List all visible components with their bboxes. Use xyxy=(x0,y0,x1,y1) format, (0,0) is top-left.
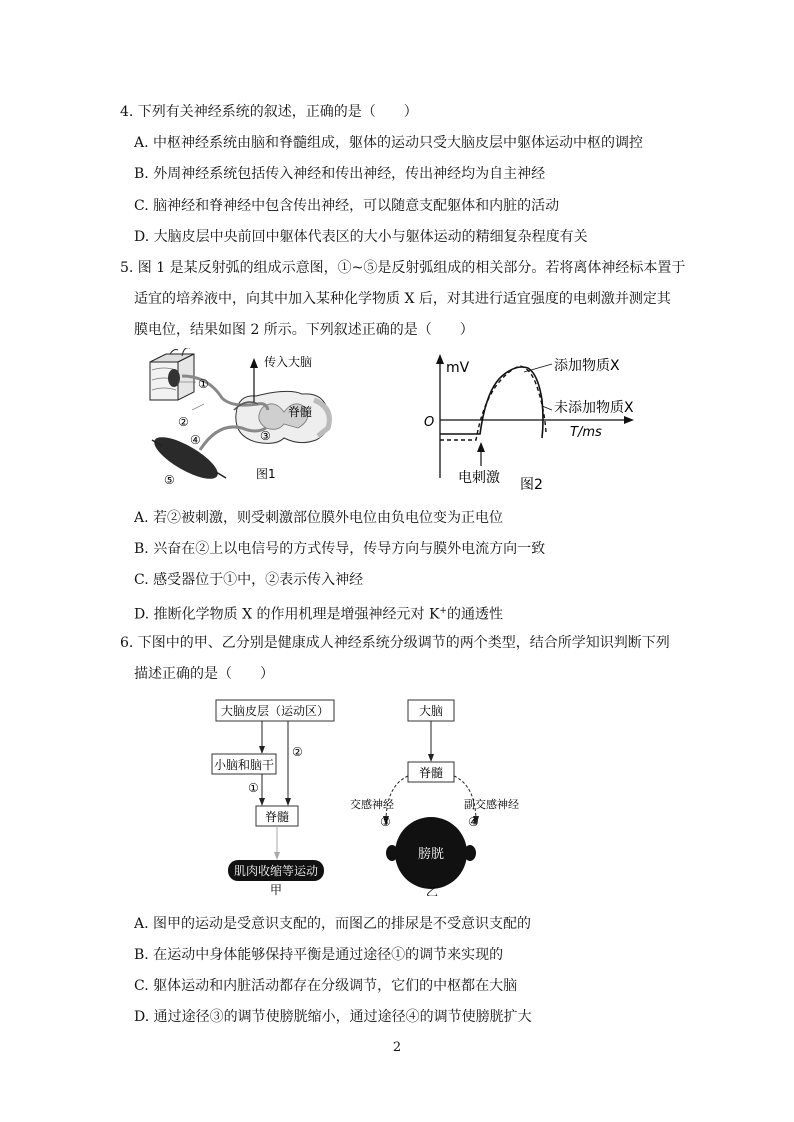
jia-path-2: ② xyxy=(292,745,303,759)
q6-option-c: C. 躯体运动和内脏活动都存在分级调节，它们的中枢都在大脑 xyxy=(134,978,518,994)
spinal-cord-icon xyxy=(236,391,330,443)
jia-box-mid: 小脑和脑干 xyxy=(213,758,275,772)
curve-without-x xyxy=(440,367,543,438)
fig1-marker-2: ② xyxy=(178,415,189,429)
fig1-marker-3: ③ xyxy=(260,429,271,443)
jia-box-low: 脊髓 xyxy=(264,810,290,824)
fig-yi-visceral-control xyxy=(346,696,536,896)
q6-stem-line1: 6. 下图中的甲、乙分别是健康成人神经系统分级调节的两个类型，结合所学知识判断下列 xyxy=(120,635,670,651)
q5-option-c: C. 感受器位于①中，②表示传入神经 xyxy=(134,572,364,588)
q6-option-b: B. 在运动中身体能够保持平衡是通过途径①的调节来实现的 xyxy=(134,947,504,963)
q5-stem-line3: 膜电位，结果如图 2 所示。下列叙述正确的是（ ） xyxy=(134,322,474,338)
fig2-legend-solid: 未添加物质X xyxy=(554,400,634,416)
q5-option-a: A. 若②被刺激，则受刺激部位膜外电位由负电位变为正电位 xyxy=(134,510,504,526)
yi-path-3: ③ xyxy=(380,815,391,829)
fig2-membrane-potential xyxy=(418,350,668,495)
yi-left-nerve: 交感神经 xyxy=(350,798,394,811)
q4-option-d: D. 大脑皮层中央前回中躯体代表区的大小与躯体运动的精细复杂程度有关 xyxy=(134,229,588,245)
q4-option-b: B. 外周神经系统包括传入神经和传出神经，传出神经均为自主神经 xyxy=(134,166,546,182)
jia-caption: 甲 xyxy=(270,883,283,896)
q6-stem-line2: 描述正确的是（ ） xyxy=(134,666,274,682)
jia-box-top: 大脑皮层（运动区） xyxy=(220,704,330,718)
fig2-ylabel: mV xyxy=(446,360,470,376)
q6-option-d: D. 通过途径③的调节使膀胱缩小，通过途径④的调节使膀胱扩大 xyxy=(134,1009,532,1025)
fig1-marker-4: ④ xyxy=(190,433,201,447)
fig1-caption: 图1 xyxy=(256,467,276,481)
jia-box-out: 肌肉收缩等运动 xyxy=(233,864,319,878)
yi-organ: 膀胱 xyxy=(417,847,445,862)
fig-jia-somatic-control xyxy=(210,696,350,896)
q4-stem: 4. 下列有关神经系统的叙述，正确的是（ ） xyxy=(120,104,418,120)
skin-receptor-icon xyxy=(150,348,194,400)
q6-option-a: A. 图甲的运动是受意识支配的，而图乙的排尿是不受意识支配的 xyxy=(134,916,532,932)
q4-option-c: C. 脑神经和脊神经中包含传出神经，可以随意支配躯体和内脏的活动 xyxy=(134,198,560,214)
jia-path-1: ① xyxy=(248,781,259,795)
q5-option-b: B. 兴奋在②上以电信号的方式传导，传导方向与膜外电流方向一致 xyxy=(134,541,546,557)
q5-stem-line2: 适宜的培养液中，向其中加入某种化学物质 X 后，对其进行适宜强度的电刺激并测定其 xyxy=(134,291,671,307)
yi-caption: 乙 xyxy=(426,885,439,896)
fig2-caption: 图2 xyxy=(520,477,543,493)
fig2-origin: O xyxy=(424,415,435,430)
yi-box-mid: 脊髓 xyxy=(418,766,444,780)
yi-box-top: 大脑 xyxy=(418,704,444,718)
muscle-effector-icon xyxy=(149,430,223,487)
fig1-marker-1: ① xyxy=(198,377,209,391)
q5-stem-line1: 5. 图 1 是某反射弧的组成示意图，①~⑤是反射弧组成的相关部分。若将离体神经标本置于 xyxy=(120,260,686,276)
fig1-label-spine: 脊髓 xyxy=(288,405,313,419)
q4-option-a: A. 中枢神经系统由脑和脊髓组成，躯体的运动只受大脑皮层中躯体运动中枢的调控 xyxy=(134,135,644,151)
fig2-stim-label: 电刺激 xyxy=(458,470,500,486)
fig1-marker-5: ⑤ xyxy=(164,473,175,487)
fig1-reflex-arc xyxy=(138,348,353,493)
curve-with-x xyxy=(440,366,546,440)
page-number: 2 xyxy=(392,1040,402,1055)
fig1-label-up: 传入大脑 xyxy=(264,355,313,369)
q5-option-d: D. 推断化学物质 X 的作用机理是增强神经元对 K+的通透性 xyxy=(134,606,503,623)
yi-right-nerve: 副交感神经 xyxy=(464,798,519,811)
yi-path-4: ④ xyxy=(468,815,479,829)
fig2-xlabel: T/ms xyxy=(570,425,602,440)
fig2-legend-dashed: 添加物质X xyxy=(554,358,620,374)
